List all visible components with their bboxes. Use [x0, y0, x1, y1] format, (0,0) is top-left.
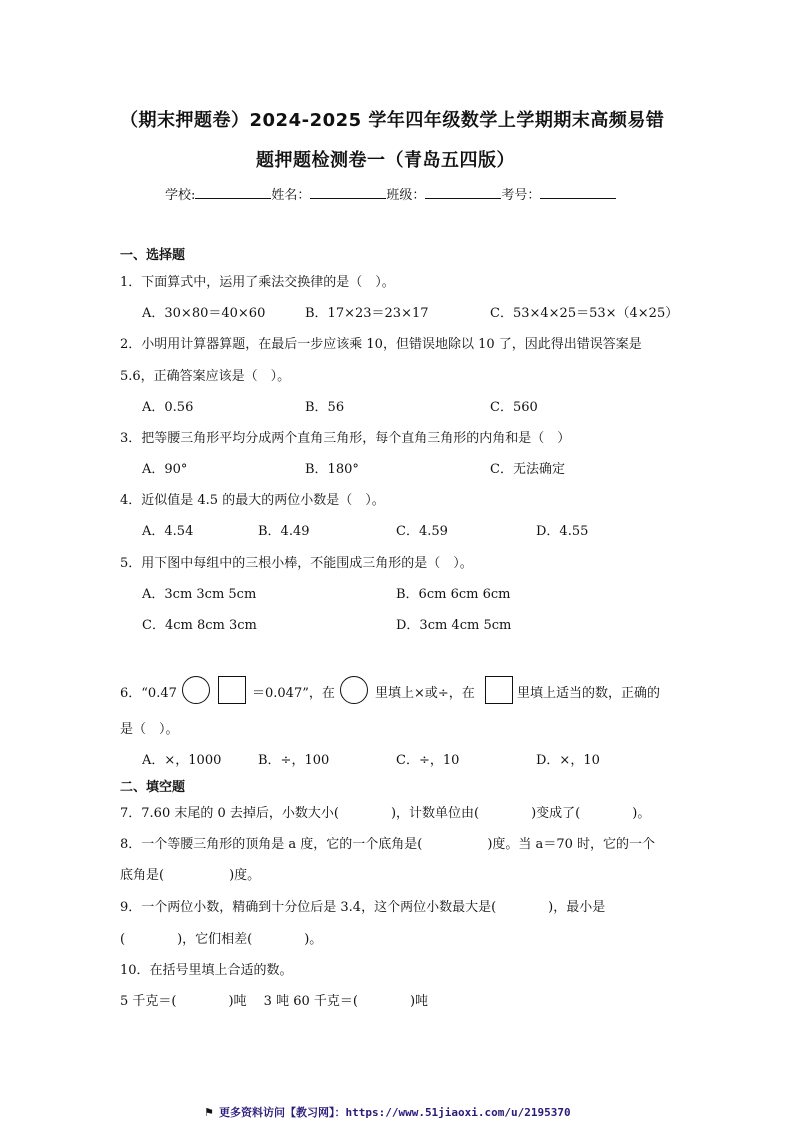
student-info-line — [165, 184, 616, 203]
q6-text-part2: ＝0.047”，在 — [252, 686, 335, 701]
q2-option-b[interactable]: B．56 — [305, 400, 345, 415]
q6-circle-blank[interactable] — [182, 676, 210, 704]
q2-text-line2: 5.6，正确答案应该是（ ）。 — [120, 369, 291, 384]
q3-option-b[interactable]: B．180° — [305, 462, 359, 477]
footer — [204, 1101, 571, 1120]
q4-option-d[interactable]: D．4.55 — [536, 524, 589, 539]
q1-option-b[interactable]: B．17×23＝23×17 — [305, 306, 429, 321]
footer-link[interactable]: 更多资料访问【教习网】：https://www.51jiaoxi.com/u/2195370 — [218, 1106, 571, 1119]
exam-no-field[interactable] — [540, 186, 616, 199]
q4-text: 4．近似值是 4.5 的最大的两位小数是（ ）。 — [120, 493, 385, 508]
name-label: 姓名： — [271, 188, 311, 203]
q6-option-b[interactable]: B．÷，100 — [258, 753, 330, 768]
q6-square-icon — [485, 676, 513, 704]
q5-text: 5．用下图中每组中的三根小棒，不能围成三角形的是（ ）。 — [120, 556, 473, 571]
q1-text: 1．下面算式中，运用了乘法交换律的是（ ）。 — [120, 275, 395, 290]
q2-option-c[interactable]: C．560 — [490, 400, 538, 415]
q4-option-a[interactable]: A．4.54 — [142, 524, 194, 539]
q8-text-line2: 底角是( )度。 — [120, 868, 261, 883]
q6-option-c[interactable]: C．÷，10 — [396, 753, 460, 768]
name-field[interactable] — [310, 186, 386, 199]
q3-text: 3．把等腰三角形平均分成两个直角三角形，每个直角三角形的内角和是（ ） — [120, 431, 571, 446]
class-label: 班级： — [386, 188, 426, 203]
q8-text-line1: 8．一个等腰三角形的顶角是 a 度，它的一个底角是( )度。当 a＝70 时，它的一个 — [120, 837, 655, 852]
exam-no-label: 考号： — [501, 188, 541, 203]
q5-option-c[interactable]: C．4cm 8cm 3cm — [142, 618, 257, 633]
q6-option-a[interactable]: A．×，1000 — [142, 753, 222, 768]
q2-text-line1: 2．小明用计算器算题，在最后一步应该乘 10，但错误地除以 10 了，因此得出错误答案是 — [120, 337, 642, 352]
q7-text: 7．7.60 末尾的 0 去掉后，小数大小( )，计数单位由( )变成了( )。 — [120, 806, 651, 821]
class-field[interactable] — [425, 186, 501, 199]
section-fill-heading: 二、填空题 — [120, 780, 186, 795]
q6-text-part1: 6．“0.47 — [120, 686, 177, 701]
q6-text-line2: 是（ ）。 — [120, 722, 179, 737]
q6-square-blank[interactable] — [218, 676, 246, 704]
q5-option-a[interactable]: A．3cm 3cm 5cm — [142, 587, 257, 602]
q6-option-d[interactable]: D．×，10 — [536, 753, 600, 768]
page-title-line1: （期末押题卷）2024-2025 学年四年级数学上学期期末高频易错 — [120, 110, 665, 131]
q3-option-c[interactable]: C．无法确定 — [490, 462, 565, 477]
q3-option-a[interactable]: A．90° — [142, 462, 188, 477]
q6-text-part3: 里填上×或÷，在 — [375, 686, 475, 701]
q4-option-c[interactable]: C．4.59 — [396, 524, 448, 539]
q10-text: 10．在括号里填上合适的数。 — [120, 963, 293, 978]
q10-text-line2: 5 千克＝( )吨 3 吨 60 千克＝( )吨 — [120, 994, 429, 1009]
q6-text-part4: 里填上适当的数，正确的 — [517, 686, 661, 701]
q1-option-c[interactable]: C．53×4×25＝53×（4×25） — [490, 306, 679, 321]
q5-option-d[interactable]: D．3cm 4cm 5cm — [396, 618, 512, 633]
school-label: 学校: — [165, 188, 196, 203]
q9-text-line2: ( )，它们相差( )。 — [120, 932, 323, 947]
q4-option-b[interactable]: B．4.49 — [258, 524, 310, 539]
q2-option-a[interactable]: A．0.56 — [142, 400, 194, 415]
q6-circle-icon — [340, 676, 368, 704]
page-title-line2: 题押题检测卷一（青岛五四版） — [256, 150, 515, 171]
section-choice-heading: 一、选择题 — [120, 248, 186, 263]
flag-icon: ⚑ — [204, 1106, 214, 1119]
q9-text-line1: 9．一个两位小数，精确到十分位后是 3.4，这个两位小数最大是( )，最小是 — [120, 900, 606, 915]
school-field[interactable] — [195, 186, 271, 199]
q1-option-a[interactable]: A．30×80＝40×60 — [142, 306, 266, 321]
q5-option-b[interactable]: B．6cm 6cm 6cm — [396, 587, 511, 602]
